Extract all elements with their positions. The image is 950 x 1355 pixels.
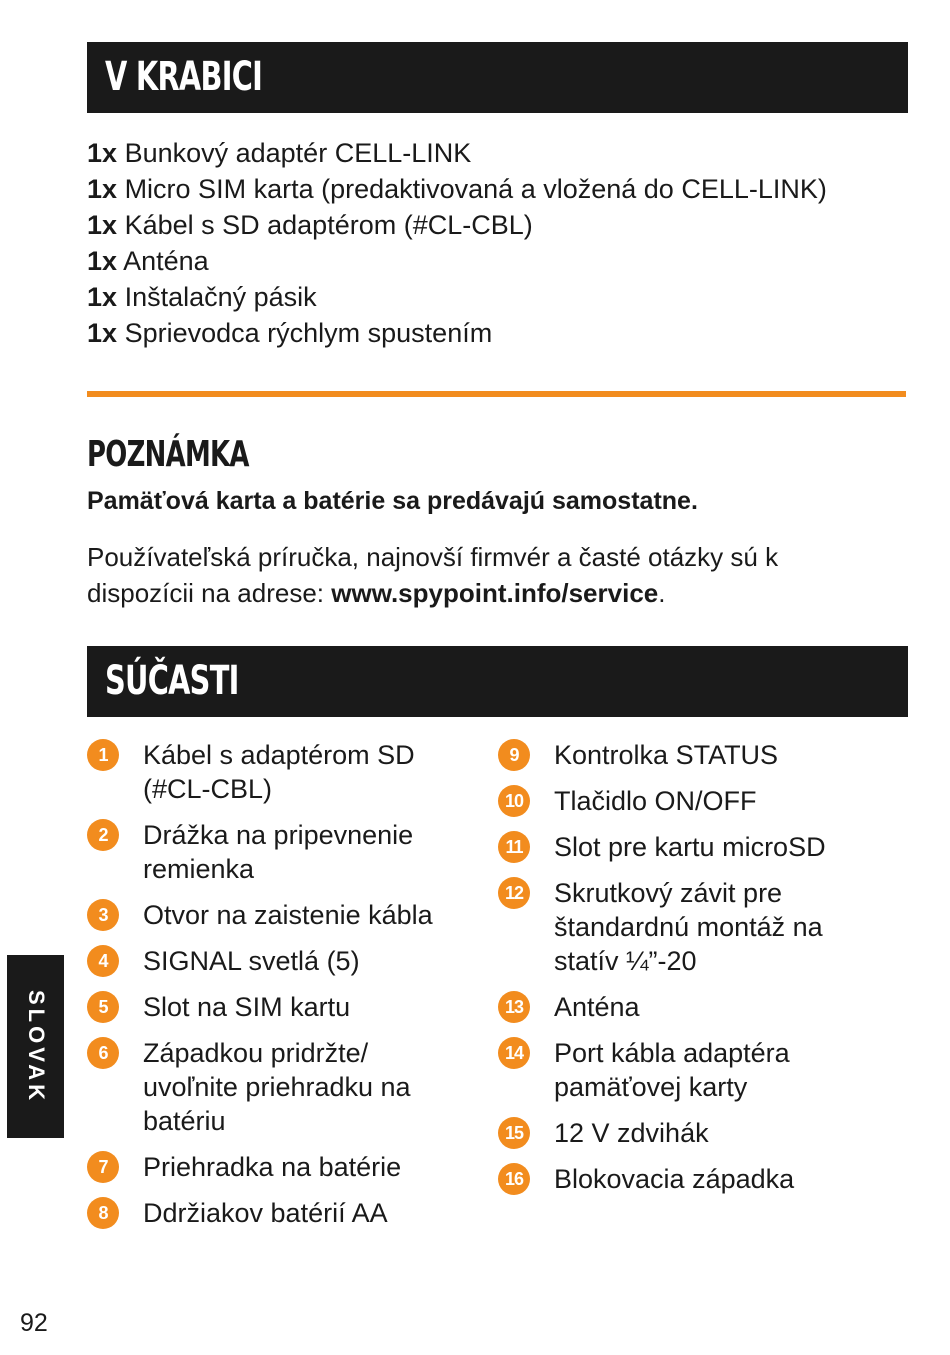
part-label: Otvor na zaistenie kábla xyxy=(143,900,433,930)
number-badge: 3 xyxy=(87,899,119,931)
list-item xyxy=(498,738,858,772)
language-label: SLOVAK xyxy=(23,989,49,1104)
item-text: Bunkový adaptér CELL-LINK xyxy=(124,138,472,168)
number-badge: 1 xyxy=(87,739,119,771)
list-item xyxy=(87,818,477,886)
item-text: Inštalačný pásik xyxy=(124,282,317,312)
list-item xyxy=(87,944,477,978)
part-label: Blokovacia západka xyxy=(554,1164,795,1194)
part-label: Priehradka na batérie xyxy=(143,1152,402,1182)
parts-list-left xyxy=(87,738,477,1230)
number-badge: 6 xyxy=(87,1037,119,1069)
item-text: Anténa xyxy=(123,246,209,276)
list-item xyxy=(87,135,827,171)
note-title: POZNÁMKA xyxy=(87,434,249,475)
item-text: Sprievodca rýchlym spustením xyxy=(124,318,493,348)
part-label: Slot pre kartu microSD xyxy=(554,832,826,862)
number-badge: 9 xyxy=(498,739,530,771)
list-item xyxy=(87,315,827,351)
page-number: 92 xyxy=(20,1309,48,1337)
item-qty: 1x xyxy=(87,318,118,348)
list-item xyxy=(498,1162,858,1196)
note-text xyxy=(87,539,847,611)
part-label: Skrutkový závit pre štandardnú montáž na statív ¼”-20 xyxy=(554,878,823,976)
note-text-suffix: . xyxy=(658,578,666,608)
part-label: Kábel s adaptérom SD (#CL-CBL) xyxy=(143,740,415,804)
in-box-title: V KRABICI xyxy=(105,54,263,100)
part-label: 12 V zdvihák xyxy=(554,1118,709,1148)
part-label: Ddržiakov batérií AA xyxy=(143,1198,388,1228)
note-text-prefix: Používateľská príručka, najnovší firmvér a časté otázky sú k dispozícii na adrese: xyxy=(87,542,779,608)
list-item xyxy=(498,830,858,864)
part-label: Kontrolka STATUS xyxy=(554,740,779,770)
list-item xyxy=(498,1036,824,1104)
list-item xyxy=(87,1150,477,1184)
in-box-section-header xyxy=(87,42,908,113)
part-label: Port kábla adaptéra pamäťovej karty xyxy=(554,1038,790,1102)
item-text: Micro SIM karta (predaktivovaná a vložená do CELL-LINK) xyxy=(124,174,827,204)
item-qty: 1x xyxy=(87,174,118,204)
list-item xyxy=(498,990,858,1024)
number-badge: 5 xyxy=(87,991,119,1023)
section-divider xyxy=(87,391,906,397)
part-label: Západkou pridržte/ uvoľnite priehradku na batériu xyxy=(143,1038,411,1136)
part-label: Anténa xyxy=(554,992,640,1022)
part-label: Tlačidlo ON/OFF xyxy=(554,786,757,816)
item-qty: 1x xyxy=(87,282,118,312)
in-box-list xyxy=(87,135,827,351)
number-badge: 4 xyxy=(87,945,119,977)
list-item xyxy=(87,243,827,279)
number-badge: 12 xyxy=(498,877,530,909)
number-badge: 7 xyxy=(87,1151,119,1183)
item-qty: 1x xyxy=(87,246,118,276)
language-side-tab xyxy=(7,955,64,1138)
item-text: Kábel s SD adaptérom (#CL-CBL) xyxy=(124,210,533,240)
number-badge: 10 xyxy=(498,785,530,817)
number-badge: 16 xyxy=(498,1163,530,1195)
part-label: Drážka na pripevnenie remienka xyxy=(143,820,414,884)
list-item xyxy=(87,738,477,806)
parts-section-header xyxy=(87,646,908,717)
list-item xyxy=(87,1036,443,1138)
part-label: SIGNAL svetlá (5) xyxy=(143,946,360,976)
list-item xyxy=(87,898,477,932)
list-item xyxy=(87,279,827,315)
number-badge: 8 xyxy=(87,1197,119,1229)
note-bold-line: Pamäťová karta a batérie sa predávajú samostatne. xyxy=(87,487,698,515)
item-qty: 1x xyxy=(87,210,118,240)
number-badge: 14 xyxy=(498,1037,530,1069)
list-item xyxy=(87,990,477,1024)
parts-list-right xyxy=(498,738,858,1196)
list-item xyxy=(498,1116,858,1150)
number-badge: 2 xyxy=(87,819,119,851)
number-badge: 11 xyxy=(498,831,530,863)
number-badge: 15 xyxy=(498,1117,530,1149)
list-item xyxy=(498,784,858,818)
parts-title: SÚČASTI xyxy=(105,658,239,704)
service-url: www.spypoint.info/service xyxy=(331,578,659,608)
list-item xyxy=(87,171,827,207)
number-badge: 13 xyxy=(498,991,530,1023)
part-label: Slot na SIM kartu xyxy=(143,992,351,1022)
list-item xyxy=(498,876,864,978)
item-qty: 1x xyxy=(87,138,118,168)
list-item xyxy=(87,1196,477,1230)
list-item xyxy=(87,207,827,243)
